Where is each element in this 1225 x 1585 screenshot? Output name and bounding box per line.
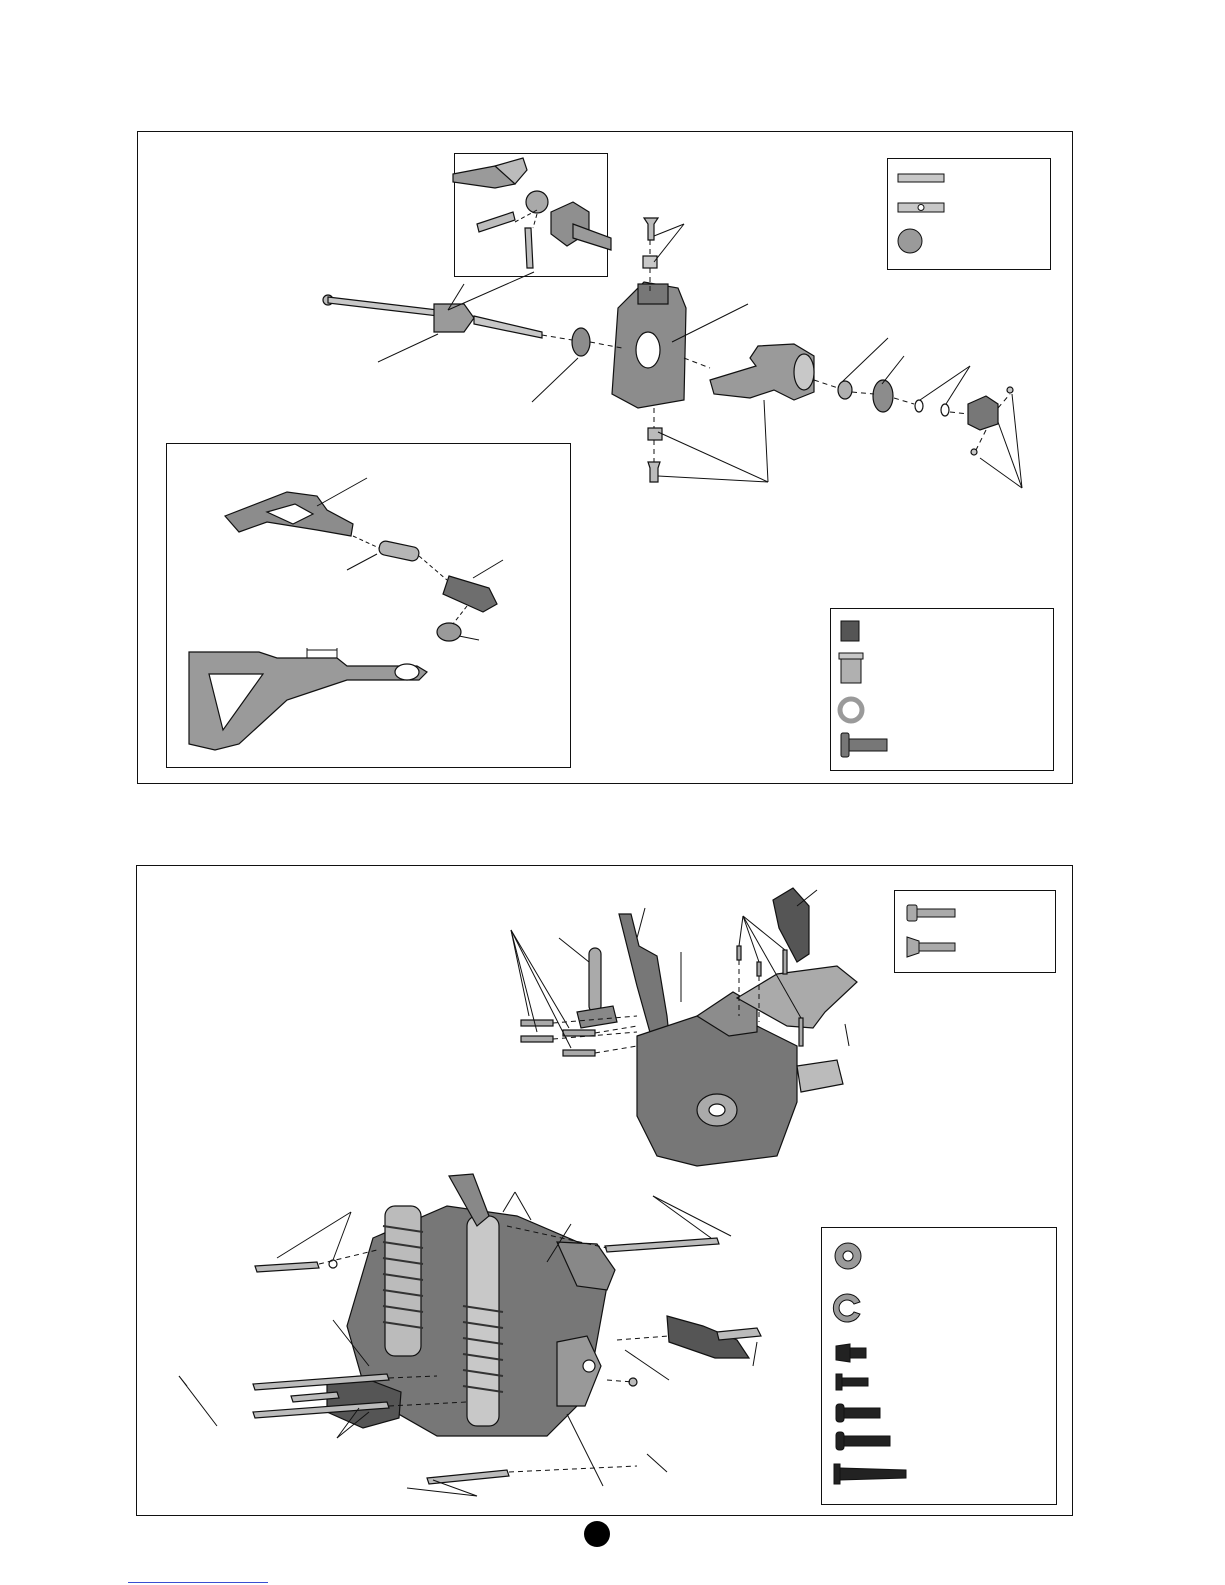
steering-assembly-drawing: [138, 132, 1074, 785]
lower-assembly-panel: [136, 865, 1073, 1516]
leader-lines: [378, 224, 1022, 488]
upper-assembly-panel: [137, 131, 1073, 784]
page-number-badge: [584, 1521, 610, 1547]
footer-rule: [128, 1582, 268, 1583]
gearbox-assembly-drawing: [137, 866, 1074, 1517]
